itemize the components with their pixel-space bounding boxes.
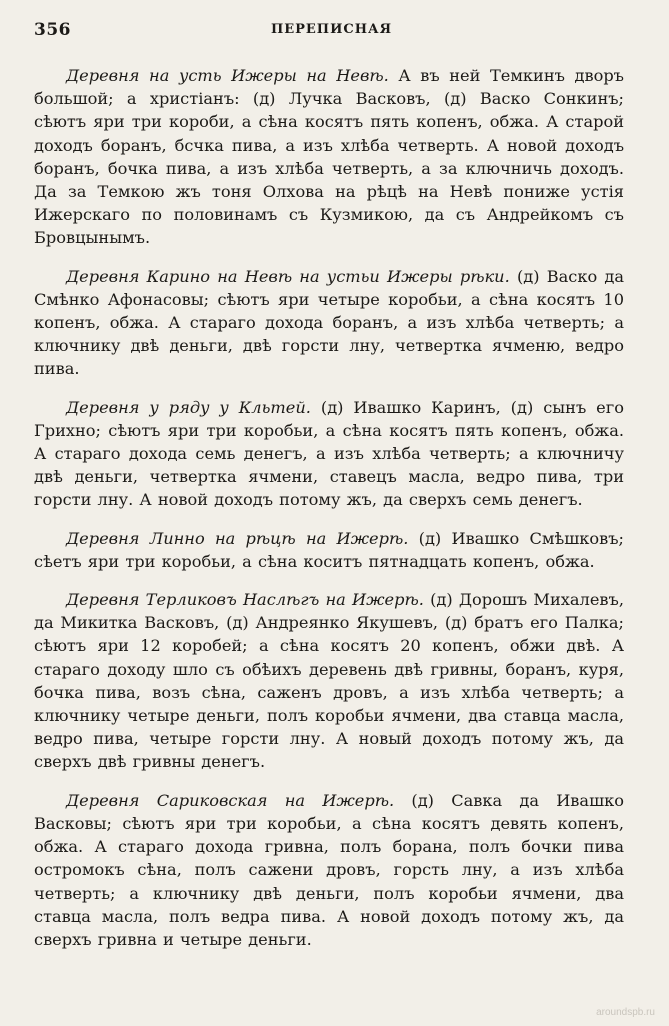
village-entry [34,527,624,573]
entry-text: (д) Савка да Ивашко Васковы; сѣютъ яри три коробьи, а сѣна косятъ девять копенъ, обжа. А стараго дохода гривна, полъ борана, полъ бочки пива остромокъ сѣна, полъ сажени дровъ, горсть лну, а изъ хлѣба четверть; а ключнику двѣ деньги, полъ коробьи ячмени, два ставца масла, полъ ведра пива. А новой доходъ потому жъ, да сверхъ гривна и четыре деньги. [34,790,624,949]
entry-text: (д) Ивашко Каринъ, (д) сынъ его Грихно; сѣютъ яри три коробьи, а сѣна косятъ пять копенъ, обжа. А стараго дохода семь денегъ, а изъ хлѣба четверть; а ключничу двѣ деньги, четвертка ячмени, ставецъ масла, ведро пива, три горсти лну. А новой доходъ потому жъ, да сверхъ семь денегъ. [34,397,624,510]
village-name: Деревня Сариковская на Ижерѣ. [66,790,395,810]
village-name: Деревня у ряду у Кльтей. [66,397,311,417]
village-entry [34,789,624,951]
entry-text: (д) Ивашко Смѣшковъ; сѣетъ яри три коробьи, а сѣна коситъ пятнадцать копенъ, обжа. [34,528,624,571]
page-body [34,64,624,966]
village-entry [34,396,624,512]
entry-text: А въ ней Темкинъ дворъ большой; а христіанъ: (д) Лучка Васковъ, (д) Васко Сонкинъ; сѣютъ яри три короби, а сѣна косятъ пять копенъ, обжа. А старой доходъ боранъ, бсчка пива, а изъ хлѣба четверть. А новой доходъ боранъ, бочка пива, а изъ хлѣба четверть, а за ключничь доходъ. Да за Темкою жъ тоня Олхова на рѣцѣ на Невѣ пониже устія Ижерскаго по половинамъ съ Кузмикою, да съ Андрейкомъ съ Бровцынымъ. [34,66,624,248]
page-number: 356 [34,20,71,40]
village-name: Деревня Карино на Невѣ на устьи Ижеры рѣки. [66,266,510,286]
village-name: Деревня Терликовъ Наслѣгъ на Ижерѣ. [66,590,424,610]
entry-text: (д) Васко да Смѣнко Афонасовы; сѣютъ яри четыре коробьи, а сѣна косятъ 10 копенъ, обжа. А стараго дохода боранъ, а изъ хлѣба четверть; а ключнику двѣ деньги, двѣ горсти лну, четвертка ячменю, ведро пива. [34,266,624,379]
village-entry [34,588,624,774]
entry-text: (д) Дорошъ Михалевъ, да Микитка Васковъ, (д) Андреянко Якушевъ, (д) братъ его Палка; сѣютъ яри 12 коробей; а сѣна косятъ 20 копенъ, обжи двѣ. А стараго доходу шло съ обѣихъ деревень двѣ гривны, боранъ, куря, бочка пива, возъ сѣна, саженъ дровъ, а изъ хлѣба четверть; а ключнику четыре деньги, полъ коробьи ячмени, два ставца масла, ведро пива, четыре горсти лну. А новый доходъ потому жъ, да сверхъ двѣ гривны денегъ. [34,590,624,772]
village-entry [34,64,624,250]
village-entry [34,265,624,381]
village-name: Деревня Линно на рѣцѣ на Ижерѣ. [66,528,409,548]
running-title: ПЕРЕПИСНАЯ [270,22,393,37]
village-name: Деревня на усть Ижеры на Невѣ. [66,66,389,85]
site-watermark: aroundspb.ru [596,1007,655,1018]
page-header [34,20,629,44]
